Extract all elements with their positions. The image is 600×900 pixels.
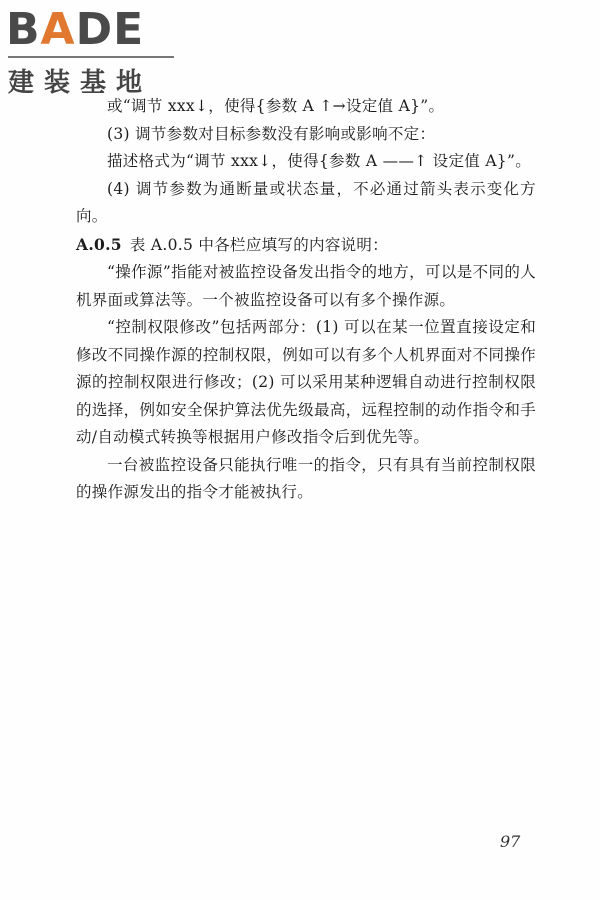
paragraph-permission-change: “控制权限修改”包括两部分：(1) 可以在某一位置直接设定和修改不同操作源的控制权限，例如可以有多个人机界面对不同操作源的控制权限进行修改；(2) 可以采用某种逻辑自动进行控制权限的选择，例如安全保护算法优先级最高，远程控制的动作指令和手动/自动模式转换等根据用户修改指令后到优先等。 — [76, 318, 536, 446]
paragraph-item-3: (3) 调节参数对目标参数没有影响或影响不定： — [107, 124, 436, 143]
section-text: 表 A.0.5 中各栏应填写的内容说明： — [129, 235, 389, 254]
watermark-chinese-text: 建装基地 — [8, 68, 153, 98]
watermark-latin-text — [6, 6, 144, 54]
page-number: 97 — [500, 832, 521, 851]
section-number: A.0.5 — [76, 234, 122, 254]
paragraph-operation-source: “操作源”指能对被监控设备发出指令的地方，可以是不同的人机界面或算法等。一个被监控设备可以有多个操作源。 — [76, 263, 536, 309]
watermark-letter-a: A — [40, 4, 76, 55]
paragraph-item-4: (4) 调节参数为通断量或状态量，不必通过箭头表示变化方向。 — [76, 179, 536, 225]
section-heading — [76, 231, 536, 260]
watermark-letter-b: B — [6, 4, 41, 55]
watermark-letters-de: DE — [75, 4, 145, 55]
paragraph-unique-command: 一台被监控设备只能执行唯一的指令，只有具有当前控制权限的操作源发出的指令才能被执行。 — [76, 455, 536, 501]
bade-watermark-logo — [6, 6, 176, 96]
watermark-rule — [8, 56, 174, 58]
paragraph-arrow-format: 或“调节 xxx↓，使得{参数 A ↑→设定值 A}”。 — [107, 97, 445, 115]
page-body — [76, 93, 536, 507]
paragraph-item-3-format: 描述格式为“调节 xxx↓，使得{参数 A ——↑ 设定值 A}”。 — [107, 152, 531, 170]
